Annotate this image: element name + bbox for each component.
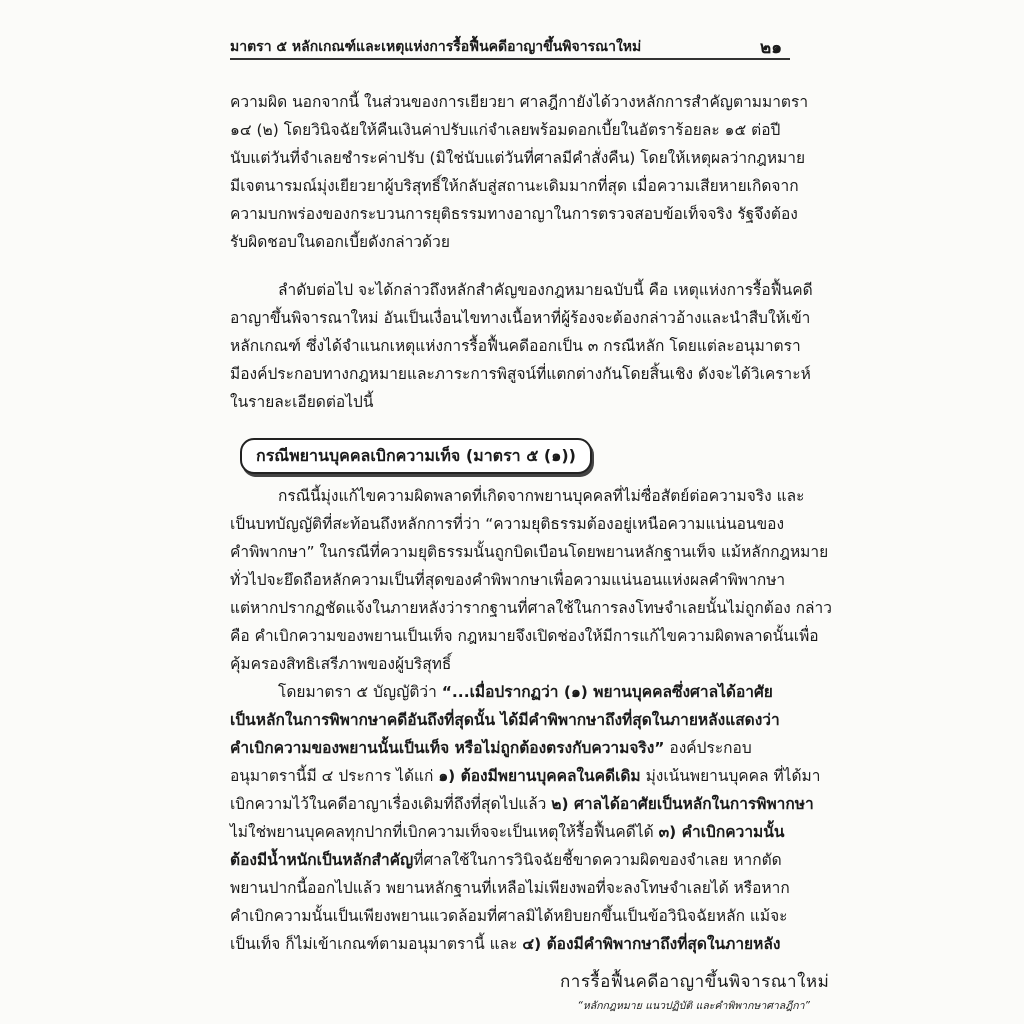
text-line [230,930,800,958]
text-run: มุ่งเน้นพยานบุคคล ที่ได้มา [640,767,821,785]
footer-book-subtitle: “หลักกฎหมาย แนวปฏิบัติ และคำพิพากษาศาลฎีกา” [577,1000,810,1012]
bold-element-1: ๑) ต้องมีพยานบุคคลในคดีเดิม [438,767,641,785]
text-run: ไม่ใช่พยานบุคคลทุกปากที่เบิกความเท็จจะเป็นเหตุให้รื้อฟื้นคดีได้ [230,823,659,841]
paragraph-3 [230,482,832,678]
text-line [230,762,821,790]
text-line: ความบกพร่องของกระบวนการยุติธรรมทางอาญาในการตรวจสอบข้อเท็จจริง รัฐจึงต้อง [230,205,798,223]
text-line: ความผิด นอกจากนี้ ในส่วนของการเยียวยา ศาลฎีกายังได้วางหลักการสำคัญตามมาตรา [230,93,809,111]
bold-element-2: ๒) ศาลได้อาศัยเป็นหลักในการพิพากษา [551,795,814,813]
text-line: มีเจตนารมณ์มุ่งเยียวยาผู้บริสุทธิ์ให้กลับสู่สถานะเดิมมากที่สุด เมื่อความเสียหายเกิดจาก [230,177,799,195]
text-line: คำเบิกความนั้นเป็นเพียงพยานแวดล้อมที่ศาลมิได้หยิบยกขึ้นเป็นข้อวินิจฉัยหลัก แม้จะ [230,907,788,925]
text-line [230,790,814,818]
text-line: คือ คำเบิกความของพยานเป็นเท็จ กฎหมายจึงเปิดช่องให้มีการแก้ไขความผิดพลาดนั้นเพื่อ [230,627,819,645]
text-run: โดยมาตรา ๕ บัญญัติว่า [278,683,442,701]
header-title: มาตรา ๕ หลักเกณฑ์และเหตุแห่งการรื้อฟื้นคดีอาญาขึ้นพิจารณาใหม่ [230,39,642,55]
bold-element-3: ๓) คำเบิกความนั้น [658,823,785,841]
text-line: หลักเกณฑ์ ซึ่งได้จำแนกเหตุแห่งการรื้อฟื้นคดีออกเป็น ๓ กรณีหลัก โดยแต่ละอนุมาตรา [230,337,801,355]
section-heading: กรณีพยานบุคคลเบิกความเท็จ (มาตรา ๕ (๑)) [240,438,592,474]
text-line [230,678,800,706]
running-footer [560,968,830,1014]
text-line: กรณีนี้มุ่งแก้ไขความผิดพลาดที่เกิดจากพยานบุคคลที่ไม่ซื่อสัตย์ต่อความจริง และ [278,487,805,505]
page-number: ๒๑ [760,38,782,58]
text-line: ในรายละเอียดต่อไปนี้ [230,393,374,411]
text-line: เป็นหลักในการพิพากษาคดีอันถึงที่สุดนั้น ได้มีคำพิพากษาถึงที่สุดในภายหลังแสดงว่า [230,711,780,729]
paragraph-1 [230,88,809,256]
text-line [230,818,800,846]
paragraph-2 [230,276,813,416]
text-line: รับผิดชอบในดอกเบี้ยดังกล่าวด้วย [230,233,450,251]
text-line: นับแต่วันที่จำเลยชำระค่าปรับ (มิใช่นับแต่วันที่ศาลมีคำสั่งคืน) โดยให้เหตุผลว่ากฎหมาย [230,149,806,167]
text-run: องค์ประกอบ [664,739,752,757]
text-run: ที่ศาลใช้ในการวินิจฉัยชี้ขาดความผิดของจำเลย หากตัด [413,851,782,869]
text-line [230,734,800,762]
text-line: ทั่วไปจะยึดถือหลักความเป็นที่สุดของคำพิพากษาเพื่อความแน่นอนแห่งผลคำพิพากษา [230,571,786,589]
text-line: แต่หากปรากฏชัดแจ้งในภายหลังว่ารากฐานที่ศาลใช้ในการลงโทษจำเลยนั้นไม่ถูกต้อง กล่าว [230,599,832,617]
text-line [230,846,800,874]
text-run: อนุมาตรานี้มี ๔ ประการ ได้แก่ [230,767,439,785]
bold-quote-run: คำเบิกความของพยานนั้นเป็นเท็จ หรือไม่ถูกต้องตรงกับความจริง” [230,739,665,757]
footer-book-title: การรื้อฟื้นคดีอาญาขึ้นพิจารณาใหม่ [560,972,830,992]
bold-element-3-cont: ต้องมีน้ำหนักเป็นหลักสำคัญ [230,851,414,869]
bold-quote-run: “...เมื่อปรากฏว่า (๑) พยานบุคคลซึ่งศาลได้อาศัย [441,683,773,701]
text-line: มีองค์ประกอบทางกฎหมายและภาระการพิสูจน์ที่แตกต่างกันโดยสิ้นเชิง ดังจะได้วิเคราะห์ [230,365,811,383]
text-line: ๑๔ (๒) โดยวินิจฉัยให้คืนเงินค่าปรับแก่จำเลยพร้อมดอกเบี้ยในอัตราร้อยละ ๑๕ ต่อปี [230,121,781,139]
text-line: คำพิพากษา” ในกรณีที่ความยุติธรรมนั้นถูกบิดเบือนโดยพยานหลักฐานเท็จ แม้หลักกฎหมาย [230,543,829,561]
text-line: อาญาขึ้นพิจารณาใหม่ อันเป็นเงื่อนไขทางเนื้อหาที่ผู้ร้องจะต้องกล่าวอ้างและนำสืบให้เข้า [230,309,811,327]
text-line: ลำดับต่อไป จะได้กล่าวถึงหลักสำคัญของกฎหมายฉบับนี้ คือ เหตุแห่งการรื้อฟื้นคดี [278,281,813,299]
text-line: พยานปากนี้ออกไปแล้ว พยานหลักฐานที่เหลือไม่เพียงพอที่จะลงโทษจำเลยได้ หรือหาก [230,879,790,897]
text-line: คุ้มครองสิทธิเสรีภาพของผู้บริสุทธิ์ [230,655,452,673]
paragraph-4 [230,678,821,958]
bold-element-4: ๔) ต้องมีคำพิพากษาถึงที่สุดในภายหลัง [522,935,781,953]
running-header [230,30,800,60]
text-line: เป็นบทบัญญัติที่สะท้อนถึงหลักการที่ว่า “ความยุติธรรมต้องอยู่เหนือความแน่นอนของ [230,515,785,533]
header-rule [230,58,790,60]
text-run: เป็นเท็จ ก็ไม่เข้าเกณฑ์ตามอนุมาตรานี้ และ [230,935,523,953]
text-run: เบิกความไว้ในคดีอาญาเรื่องเดิมที่ถึงที่สุดไปแล้ว [230,795,552,813]
